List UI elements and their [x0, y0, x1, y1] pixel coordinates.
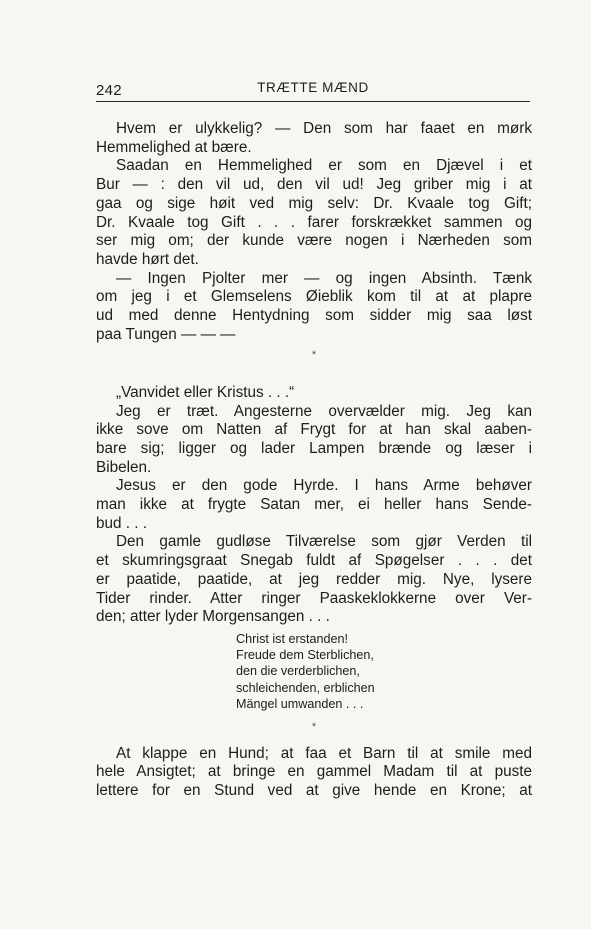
header-rule — [96, 101, 530, 102]
text-line: Bur — : den vil ud, den vil ud! Jeg griber mig i at — [96, 176, 532, 194]
text-line: Jeg er træt. Angesterne overvælder mig. Jeg kan — [116, 402, 532, 420]
section-divider: * — [311, 720, 317, 733]
poem-line: den die verderblichen, — [236, 664, 360, 679]
text-line: At klappe en Hund; at faa et Barn til at smile med — [116, 744, 532, 762]
text-line: ikke sove om Natten af Frygt for at han skal aaben- — [96, 421, 532, 439]
text-line: et skumringsgraat Snegab fuldt af Spøgelser . . . det — [96, 552, 532, 570]
page-header — [96, 78, 530, 100]
poem-line: Freude dem Sterblichen, — [236, 648, 374, 663]
text-line: paa Tungen — — — — [96, 325, 236, 343]
running-title: TRÆTTE MÆND — [257, 80, 369, 95]
text-line: ud med denne Hentydning som sidder mig saa løst — [96, 307, 532, 325]
poem-line: schleichenden, erblichen — [236, 680, 375, 695]
text-line: ser mig om; der kunde være nogen i Nærheden som — [96, 232, 532, 250]
text-line: den; atter lyder Morgensangen . . . — [96, 608, 330, 626]
text-line: gaa og sige høit ved mig selv: Dr. Kvaale tog Gift; — [96, 194, 532, 212]
text-line: hele Ansigtet; at bringe en gammel Madam til at puste — [96, 763, 532, 781]
text-line: Tider rinder. Atter ringer Paaskeklokkerne over Ver- — [96, 589, 532, 607]
page-number: 242 — [96, 82, 122, 99]
text-line: „Vanvidet eller Kristus . . .“ — [116, 383, 295, 401]
text-line: Saadan en Hemmelighed er som en Djævel i et — [116, 157, 532, 175]
text-line: Hvem er ulykkelig? — Den som har faaet en mørk — [116, 120, 532, 137]
poem-line: Christ ist erstanden! — [236, 631, 348, 646]
text-line: man ikke at frygte Satan mer, ei heller hans Sende- — [96, 496, 532, 514]
text-line: Dr. Kvaale tog Gift . . . farer forskrækket sammen og — [96, 213, 532, 231]
text-line: Hemmelighed at bære. — [96, 138, 252, 156]
spacer — [96, 737, 532, 745]
text-line: Den gamle gudløse Tilværelse som gjør Verden til — [116, 533, 532, 551]
body-text — [96, 120, 532, 801]
poem-line: Mängel umwanden . . . — [236, 696, 364, 711]
text-line: er paatide, paatide, at jeg redder mig. Nye, lysere — [96, 570, 532, 588]
spacer — [96, 365, 532, 384]
text-line: Bibelen. — [96, 458, 152, 476]
section-divider: * — [311, 349, 317, 362]
text-line: — Ingen Pjolter mer — og ingen Absinth. Tænk — [116, 269, 532, 287]
text-line: om jeg i et Glemselens Øieblik kom til at at plapre — [96, 288, 532, 306]
text-line: lettere for en Stund ved at give hende en Krone; at — [96, 782, 532, 800]
poem-quote — [236, 631, 532, 712]
text-line: havde hørt det. — [96, 250, 199, 268]
text-line: Jesus er den gode Hyrde. I hans Arme behøver — [116, 477, 532, 495]
text-line: bud . . . — [96, 514, 148, 532]
text-line: bare sig; ligger og lader Lampen brænde og læser i — [96, 439, 532, 457]
